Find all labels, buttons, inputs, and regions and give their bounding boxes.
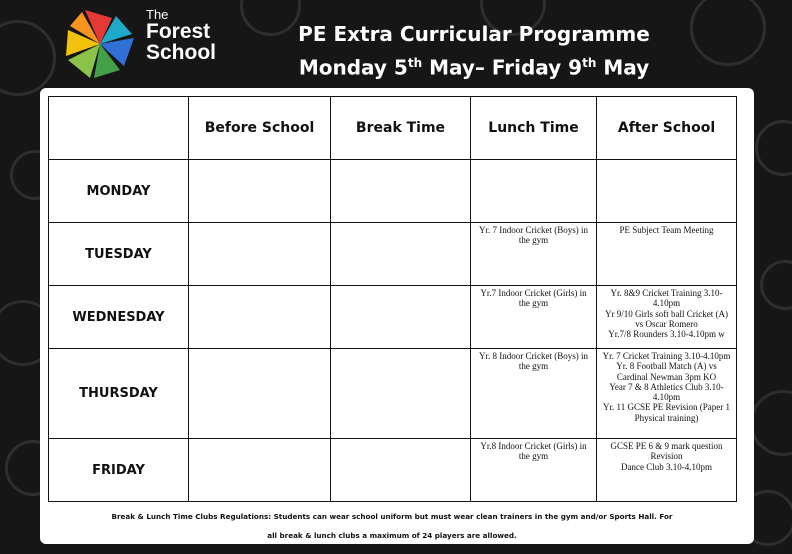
timetable bbox=[48, 96, 737, 502]
activity-text: Yr.7 Indoor Cricket (Girls) in the gym bbox=[480, 288, 587, 309]
activity-line: GCSE PE 6 & 9 mark question Revision bbox=[610, 441, 723, 462]
page-title bbox=[250, 20, 698, 83]
before-school-cell bbox=[189, 160, 331, 223]
corner-cell bbox=[49, 97, 189, 160]
title-date-end: May bbox=[596, 55, 650, 80]
activity-line: Yr. 8&9 Cricket Training 3.10-4.10pm bbox=[610, 288, 723, 309]
activity-line: Yr. 11 GCSE PE Revision (Paper 1 Physical training) bbox=[603, 402, 730, 423]
after-school-cell bbox=[597, 349, 737, 439]
break-time-cell bbox=[331, 439, 471, 502]
activity-text: PE Subject Team Meeting bbox=[619, 225, 714, 235]
table-row bbox=[49, 223, 737, 286]
title-date-start: Monday 5 bbox=[298, 55, 408, 80]
title-line-1: PE Extra Curricular Programme bbox=[298, 22, 650, 46]
logo-text-the: The bbox=[146, 7, 169, 22]
after-school-cell bbox=[597, 286, 737, 349]
day-label: MONDAY bbox=[49, 160, 189, 223]
day-label: FRIDAY bbox=[49, 439, 189, 502]
activity-line: Yr. 7 Cricket Training 3.10-4.10pm bbox=[602, 351, 731, 361]
activity-text bbox=[597, 439, 736, 472]
logo-text-forest: Forest bbox=[146, 20, 211, 43]
school-logo bbox=[60, 4, 220, 84]
title-sup-2: th bbox=[582, 56, 597, 70]
lunch-time-cell bbox=[471, 439, 597, 502]
column-header-break-time: Break Time bbox=[331, 97, 471, 160]
day-label: THURSDAY bbox=[49, 349, 189, 439]
lunch-time-cell bbox=[471, 160, 597, 223]
activity-text bbox=[597, 286, 736, 339]
day-label: TUESDAY bbox=[49, 223, 189, 286]
lunch-time-cell bbox=[471, 286, 597, 349]
activity-line: Yr 9/10 Girls soft ball Cricket (A) vs Oscar Romero bbox=[605, 308, 728, 329]
pinwheel-logo-icon bbox=[60, 4, 144, 84]
regulations-line-1: Break & Lunch Time Clubs Regulations: Students can wear school uniform but must wear clean trainers in the gym and/or Sports Hall. For bbox=[111, 512, 673, 521]
activity-line: Yr.7/8 Rounders 3.10-4.10pm w bbox=[608, 329, 725, 340]
day-label: WEDNESDAY bbox=[49, 286, 189, 349]
logo-text-school: School bbox=[146, 41, 217, 64]
after-school-cell bbox=[597, 223, 737, 286]
before-school-cell bbox=[189, 286, 331, 349]
after-school-cell bbox=[597, 160, 737, 223]
activity-text: Yr.8 Indoor Cricket (Girls) in the gym bbox=[480, 441, 587, 462]
activity-line: Year 7 & 8 Athletics Club 3.10-4.10pm bbox=[609, 381, 724, 403]
before-school-cell bbox=[189, 223, 331, 286]
table-row bbox=[49, 439, 737, 502]
column-header-after-school: After School bbox=[597, 97, 737, 160]
activity-text: Yr. 7 Indoor Cricket (Boys) in the gym bbox=[479, 225, 588, 246]
break-time-cell bbox=[331, 286, 471, 349]
lunch-time-cell bbox=[471, 223, 597, 286]
break-time-cell bbox=[331, 223, 471, 286]
activity-text: Yr. 8 Indoor Cricket (Boys) in the gym bbox=[479, 351, 588, 372]
break-time-cell bbox=[331, 160, 471, 223]
after-school-cell bbox=[597, 439, 737, 502]
column-header-before-school: Before School bbox=[189, 97, 331, 160]
table-row bbox=[49, 286, 737, 349]
regulations-line-2: all break & lunch clubs a maximum of 24 players are allowed. bbox=[267, 531, 517, 540]
title-date-mid: May– Friday 9 bbox=[422, 55, 583, 80]
header-row bbox=[49, 97, 737, 160]
activity-line: Dance Club 3.10-4.10pm bbox=[621, 461, 712, 472]
before-school-cell bbox=[189, 349, 331, 439]
table-row bbox=[49, 349, 737, 439]
table-row bbox=[49, 160, 737, 223]
column-header-lunch-time: Lunch Time bbox=[471, 97, 597, 160]
title-line-2 bbox=[250, 49, 698, 83]
activity-line: Yr. 8 Football Match (A) vs Cardinal Newman 3pm KO bbox=[616, 361, 717, 382]
before-school-cell bbox=[189, 439, 331, 502]
title-sup-1: th bbox=[407, 56, 423, 70]
activity-text bbox=[597, 349, 736, 423]
timetable-panel bbox=[40, 88, 754, 544]
break-time-cell bbox=[331, 349, 471, 439]
lunch-time-cell bbox=[471, 349, 597, 439]
